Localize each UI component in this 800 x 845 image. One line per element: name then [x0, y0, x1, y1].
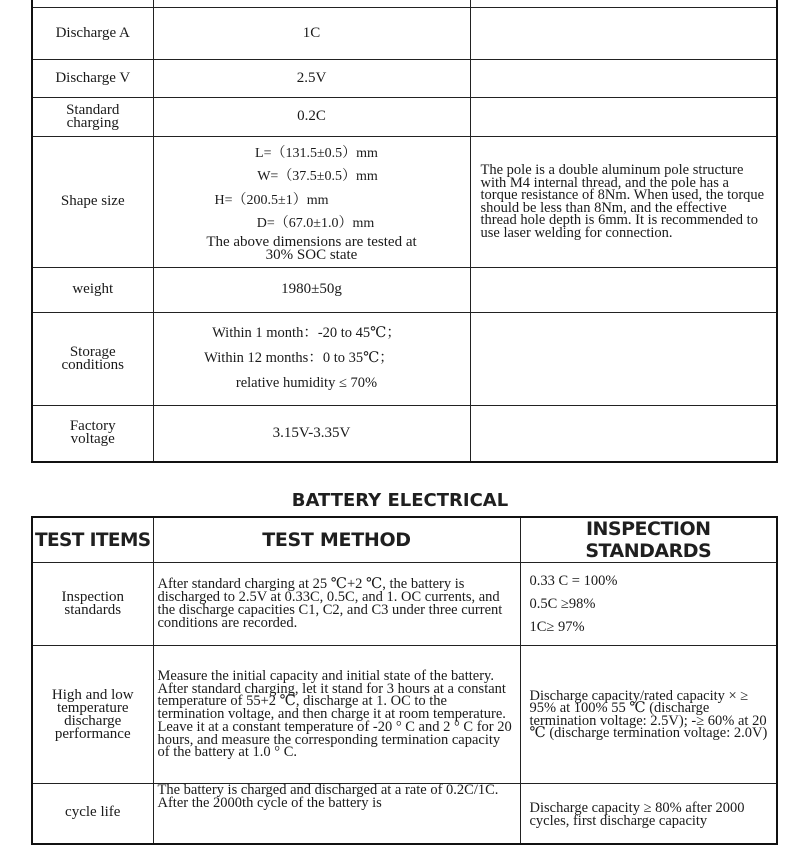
table-row: [32, 7, 777, 59]
table-row: [32, 405, 777, 462]
spec-value: 0.2C: [153, 97, 470, 136]
storage-line: relative humidity ≤ 70%: [235, 375, 378, 391]
spec-note: [470, 97, 777, 136]
test-item: Inspection standards: [32, 563, 153, 646]
shape-size-values: [153, 136, 470, 267]
inspection-standards: [520, 563, 777, 646]
dimension-diameter: D=（67.0±1.0）mm: [256, 216, 375, 231]
dimension-width: W=（37.5±0.5）mm: [257, 169, 378, 184]
storage-line: Within 1 month：-20 to 45℃；: [212, 325, 401, 341]
standard-line: 0.5C ≥98%: [529, 595, 596, 612]
spec-note: [470, 312, 777, 405]
spec-note: [470, 267, 777, 312]
table-row: [32, 136, 777, 267]
column-header: TEST METHOD: [153, 517, 520, 563]
storage-line: Within 12 months：0 to 35℃；: [204, 350, 394, 366]
table-row: [32, 646, 777, 784]
spec-value: 2.5V: [153, 59, 470, 97]
electrical-table: [31, 516, 778, 845]
table-row: [32, 784, 777, 844]
spec-note: [470, 7, 777, 59]
spec-label: Standard charging: [32, 97, 153, 136]
test-method: Measure the initial capacity and initial state of the battery. After standard charging, let it stand for 3 hours at a constant temperature of 55+2 ℃, discharge at 1. OC to the termination voltage, and then charge it at room temperature. Leave it at a constant temperature of -20 ° C and 2 ° C for 20 hours, and measure the corresponding termination capacity of the battery at 1.0 ° C.: [153, 646, 520, 784]
inspection-standards: Discharge capacity/rated capacity × ≥ 95% at 100% 55 ℃ (discharge termination voltage: 2.5V); -≥ 60% at 20 ℃ (discharge termination voltage: 2.0V): [520, 646, 777, 784]
spec-note: The pole is a double aluminum pole structure with M4 internal thread, and the pole has a torque resistance of 8Nm. When used, the torque should be less than 8Nm, and the effective thread hole depth is 6mm. It is recommended to use laser welding for connection.: [470, 136, 777, 267]
spec-table: [31, 0, 778, 463]
table-row: [32, 97, 777, 136]
table-row: [32, 312, 777, 405]
spec-value: 1980±50g: [153, 267, 470, 312]
test-method: After standard charging at 25 ℃+2 ℃, the battery is discharged to 2.5V at 0.33C, 0.5C, and 1. OC currents, and the discharge capacities C1, C2, and C3 under three current conditions are recorded.: [153, 563, 520, 646]
storage-values: [153, 312, 470, 405]
spec-value: 1C: [153, 7, 470, 59]
dimension-length: L=（131.5±0.5）mm: [255, 145, 378, 161]
standard-line: 1C≥ 97%: [529, 618, 585, 635]
spec-label: Shape size: [32, 136, 153, 267]
dimension-footnote: The above dimensions are tested at 30% SOC state: [206, 233, 417, 263]
spec-note: [470, 405, 777, 462]
standard-line: 0.33 C = 100%: [529, 572, 618, 589]
spec-note: [470, 59, 777, 97]
test-item: cycle life: [32, 784, 153, 844]
column-header: TEST ITEMS: [32, 517, 153, 563]
spec-label: weight: [32, 267, 153, 312]
spec-value: 3.15V-3.35V: [153, 405, 470, 462]
test-item: High and low temperature discharge performance: [32, 646, 153, 784]
column-header: INSPECTION STANDARDS: [520, 517, 777, 563]
spec-label: Discharge V: [32, 59, 153, 97]
table-header-row: [32, 517, 777, 563]
section-title: BATTERY ELECTRICAL: [291, 490, 509, 511]
spec-label: Storage conditions: [32, 312, 153, 405]
spec-label: Factory voltage: [32, 405, 153, 462]
table-row: [32, 59, 777, 97]
table-row: [32, 563, 777, 646]
table-row: [32, 267, 777, 312]
inspection-standards: Discharge capacity ≥ 80% after 2000 cycles, first discharge capacity: [520, 784, 777, 844]
test-method: The battery is charged and discharged at a rate of 0.2C/1C. After the 2000th cycle of the battery is: [153, 784, 520, 844]
spec-label: [32, 0, 153, 7]
table-row: [32, 0, 777, 7]
dimension-height: H=（200.5±1）mm: [214, 192, 329, 208]
spec-label: Discharge A: [32, 7, 153, 59]
